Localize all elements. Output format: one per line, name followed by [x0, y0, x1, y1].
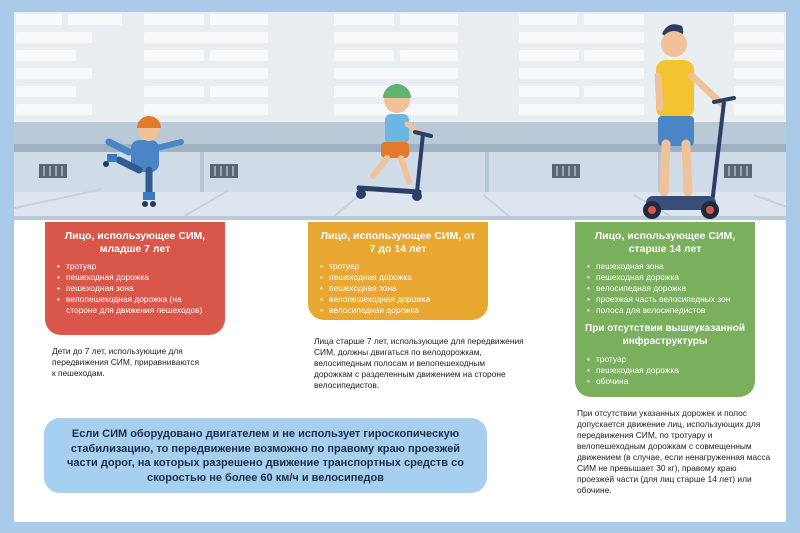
- child-scooter-illustration: [339, 80, 449, 205]
- list-item: • тротуар: [585, 354, 745, 365]
- list-item: • пешеходная дорожка: [585, 365, 745, 376]
- note-7-to-14: Лица старше 7 лет, использующие для передвижения СИМ, должны двигаться по велодорожкам, велосипедным полосам и велопешеходным дорожкам с разделенным движением на стороне велосипедистов.: [314, 336, 524, 390]
- list-item: • пешеходная зона: [585, 261, 745, 272]
- list-item: • тротуар: [55, 261, 215, 272]
- allowed-list: [585, 261, 745, 316]
- list-item: • полоса для велосипедистов: [585, 305, 745, 316]
- list-item: • пешеходная зона: [318, 283, 478, 294]
- vent-grille: [210, 164, 238, 178]
- list-item: • тротуар: [318, 261, 478, 272]
- allowed-list: [318, 261, 478, 316]
- vent-grille: [552, 164, 580, 178]
- list-item: • велосипедная дорожка: [585, 283, 745, 294]
- vent-grille: [39, 164, 67, 178]
- list-item: • велопешеходная дорожка (на стороне для движения пешеходов): [55, 294, 215, 316]
- note-over-14: При отсутствии указанных дорожек и полос допускается движение лиц, использующих для передвижения СИМ, по тротуару и велопешеходным дорожкам с совмещенным движением (в случае, если ненагруженная масса СИМ не превышает 30 кг), правому краю проезжей части (для лиц старше 14 лет) или обочине.: [577, 408, 771, 495]
- list-item: • пешеходная дорожка: [318, 272, 478, 283]
- box-title: Лицо, использующее СИМ, старше 14 лет: [594, 230, 736, 255]
- list-item: • велосипедная дорожка: [318, 305, 478, 316]
- rule-box-over-14: [575, 222, 755, 397]
- list-item: • пешеходная дорожка: [55, 272, 215, 283]
- child-rollerskates-illustration: [89, 112, 199, 212]
- list-item: • обочина: [585, 376, 745, 387]
- fallback-subtitle: При отсутствии вышеуказанной инфраструктуры: [585, 323, 745, 347]
- list-item: • проезжая часть велосипедных зон: [585, 294, 745, 305]
- list-item: • пешеходная зона: [55, 283, 215, 294]
- box-title: Лицо, использующее СИМ, от 7 до 14 лет: [320, 230, 476, 255]
- fallback-list: [585, 354, 745, 387]
- street-scene: [14, 12, 786, 220]
- rule-box-under-7: [45, 222, 225, 335]
- note-under-7: Дети до 7 лет, использующие для передвижения СИМ, приравниваются к пешеходам.: [52, 346, 199, 378]
- list-item: • велопешеходная дорожка: [318, 294, 478, 305]
- allowed-list: [55, 261, 215, 316]
- man-segway-illustration: [626, 20, 746, 220]
- box-title: Лицо, использующее СИМ, младше 7 лет: [64, 230, 206, 255]
- list-item: • пешеходная дорожка: [585, 272, 745, 283]
- rule-box-7-to-14: [308, 222, 488, 320]
- motor-sim-note: Если СИМ оборудовано двигателем и не использует гироскопическую стабилизацию, то передвижение возможно по правому краю проезжей части дорог, на которых разрешено движение транспортных средств со скоростью не более 60 км/ч и велосипедов: [44, 418, 487, 493]
